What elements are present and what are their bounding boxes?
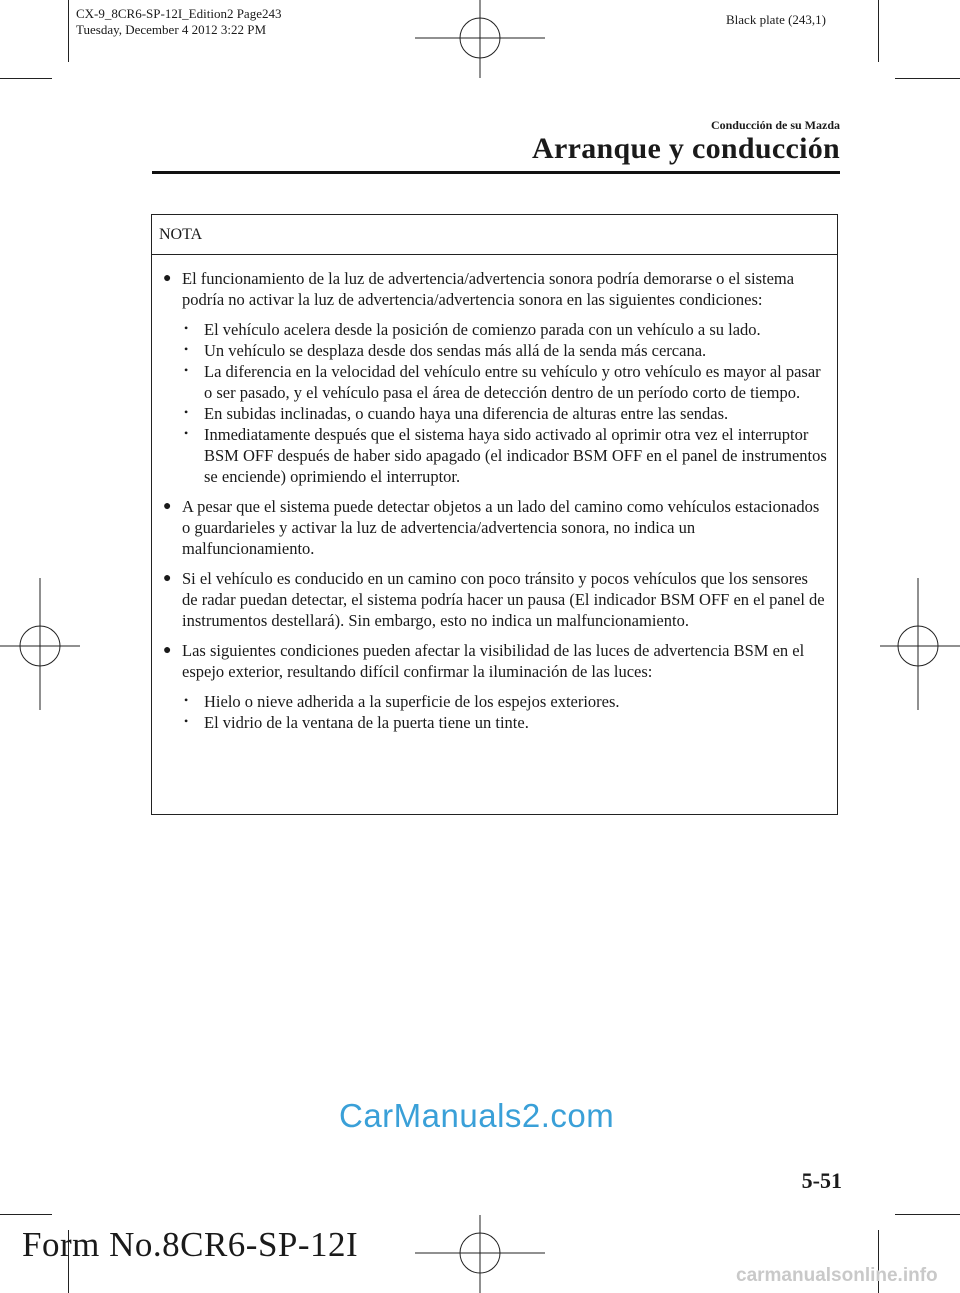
sub-item: • El vehículo acelera desde la posición de comienzo parada con un vehículo a su lado. bbox=[184, 320, 761, 339]
registration-mark-bottom bbox=[415, 1215, 545, 1293]
print-date-line: Tuesday, December 4 2012 3:22 PM bbox=[76, 22, 267, 37]
footer-watermark: carmanualsonline.info bbox=[736, 1265, 938, 1286]
note-item bbox=[160, 268, 827, 487]
sub-item: • Un vehículo se desplaza desde dos sendas más allá de la senda más cercana. bbox=[184, 341, 707, 360]
sub-bullet-icon: • bbox=[184, 342, 189, 356]
sub-bullet-icon: • bbox=[184, 714, 189, 728]
print-file-line: CX-9_8CR6-SP-12I_Edition2 Page243 bbox=[76, 6, 282, 21]
sub-item: • Inmediatamente después que el sistema haya sido activado al oprimir otra vez el interruptor BSM OFF después de haber sido apagado (el indicador BSM OFF en el panel de instrumentos se enciende) oprimiendo el interruptor. bbox=[184, 425, 827, 486]
note-item-text: El funcionamiento de la luz de advertencia/advertencia sonora podría demorarse o el sistema podría no activar la luz de advertencia/advertencia sonora en las siguientes condiciones: bbox=[182, 269, 795, 309]
sub-bullet-icon: • bbox=[184, 405, 189, 419]
form-number: Form No.8CR6-SP-12I bbox=[22, 1225, 359, 1264]
sub-list bbox=[182, 319, 827, 487]
sub-item: • La diferencia en la velocidad del vehículo entre su vehículo y otro vehículo es mayor al pasar o ser pasado, y el vehículo pasa el área de detección dentro de un período corto de tiempo. bbox=[184, 362, 821, 402]
bullet-icon: ● bbox=[163, 571, 172, 586]
print-plate: Black plate (243,1) bbox=[726, 12, 826, 27]
registration-mark-right bbox=[880, 578, 960, 710]
watermark-logo: CarManuals2.com bbox=[339, 1097, 615, 1134]
bullet-icon: ● bbox=[163, 499, 172, 514]
note-body bbox=[152, 255, 837, 733]
sub-item: • Hielo o nieve adherida a la superficie de los espejos exteriores. bbox=[184, 692, 620, 711]
registration-mark-top bbox=[415, 0, 545, 78]
note-heading: NOTA bbox=[152, 215, 837, 255]
page-number: 5-51 bbox=[801, 1168, 842, 1193]
note-box bbox=[151, 214, 838, 815]
sub-bullet-icon: • bbox=[184, 693, 189, 707]
sub-item: • El vidrio de la ventana de la puerta tiene un tinte. bbox=[184, 713, 529, 732]
bullet-icon: ● bbox=[163, 643, 172, 658]
registration-mark-left bbox=[0, 578, 80, 710]
sub-bullet-icon: • bbox=[184, 321, 189, 335]
note-item bbox=[160, 640, 827, 733]
header-rule bbox=[152, 171, 840, 174]
section-title: Conducción de su Mazda bbox=[710, 118, 840, 132]
bullet-icon: ● bbox=[163, 271, 172, 286]
sub-list bbox=[182, 691, 827, 733]
sub-bullet-icon: • bbox=[184, 426, 189, 440]
note-item bbox=[160, 496, 827, 559]
note-item-text: Si el vehículo es conducido en un camino con poco tránsito y pocos vehículos que los sensores de radar puedan detectar, el sistema podría hacer un pausa (El indicador BSM OFF en el panel de instrumentos destellará). Sin embargo, esto no indica un malfuncionamiento. bbox=[182, 569, 825, 630]
note-item-text: A pesar que el sistema puede detectar objetos a un lado del camino como vehículos estacionados o guardarieles y activar la luz de advertencia/advertencia sonora, no indica un malfuncionamiento. bbox=[182, 497, 820, 558]
sub-bullet-icon: • bbox=[184, 363, 189, 377]
sub-item: • En subidas inclinadas, o cuando haya una diferencia de alturas entre las sendas. bbox=[184, 404, 729, 423]
note-item-text: Las siguientes condiciones pueden afectar la visibilidad de las luces de advertencia BSM en el espejo exterior, resultando difícil confirmar la iluminación de las luces: bbox=[182, 641, 805, 681]
chapter-title: Arranque y conducción bbox=[532, 132, 840, 165]
note-item bbox=[160, 568, 827, 631]
